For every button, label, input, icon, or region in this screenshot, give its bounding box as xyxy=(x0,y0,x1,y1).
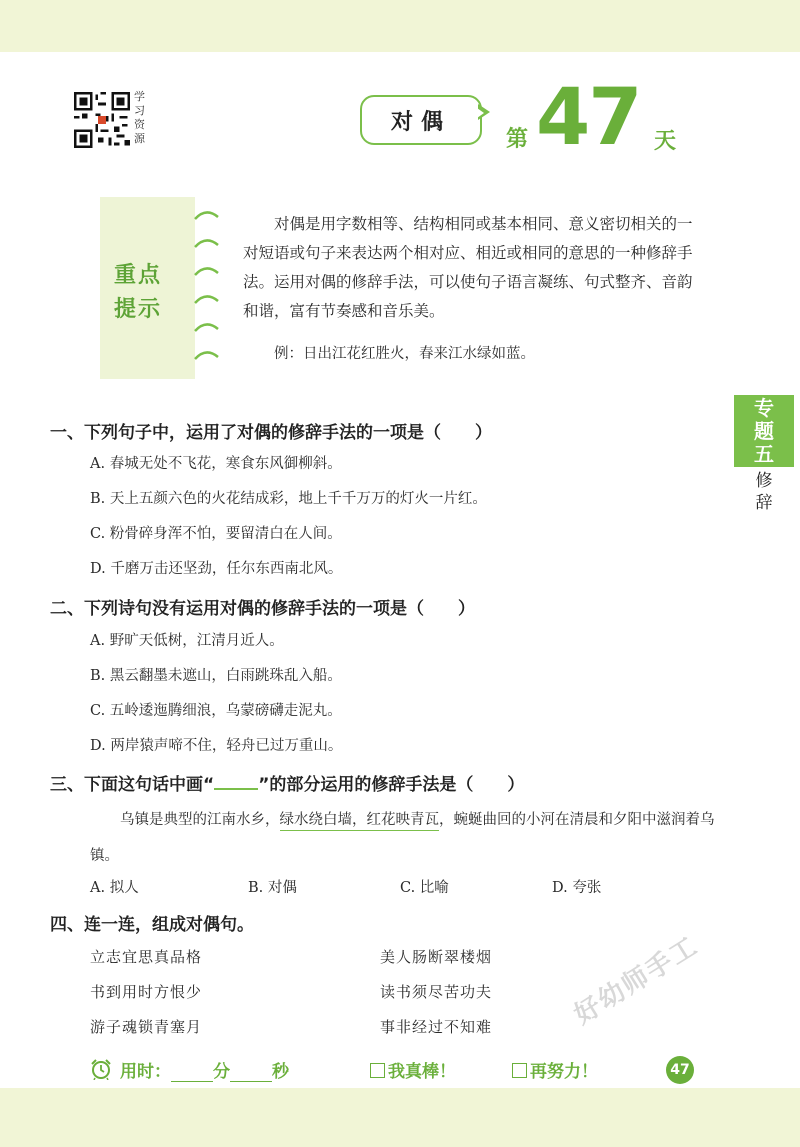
question-3-option[interactable]: D. 夸张 xyxy=(552,880,602,896)
question-1-option[interactable]: B. 天上五颜六色的火花结成彩，地上千千万万的灯火一片红。 xyxy=(90,491,487,507)
qr-label xyxy=(134,90,148,146)
key-point-label-line: 重点 xyxy=(113,262,162,288)
watermark: 好幼师手工 xyxy=(569,930,704,1031)
key-point-example: 例：日出江花红胜火，春来江水绿如蓝。 xyxy=(274,346,535,362)
question-2-option[interactable]: D. 两岸猿声啼不住，轻舟已过万重山。 xyxy=(90,738,343,754)
page-title: 对偶 xyxy=(360,95,482,145)
chapter-tab-char: 专 xyxy=(754,396,774,420)
question-1-option[interactable]: D. 千磨万击还坚劲，任尔东西南北风。 xyxy=(90,561,343,577)
bubble-tail-inner xyxy=(477,108,484,118)
qr-label-char: 源 xyxy=(134,132,145,145)
minute-label: 分 xyxy=(213,1062,230,1082)
try-again-label: 再努力！ xyxy=(530,1062,598,1082)
qr-label-char: 学 xyxy=(134,90,145,103)
match-left-item[interactable]: 立志宜思真品格 xyxy=(90,948,203,966)
question-3-title-post: ”的部分运用的修辞手法是（ ） xyxy=(258,775,525,795)
try-again-checkbox[interactable] xyxy=(512,1063,527,1078)
second-blank[interactable] xyxy=(230,1064,272,1082)
great-label: 我真棒！ xyxy=(388,1062,456,1082)
chapter-tab-char: 五 xyxy=(754,442,774,466)
question-3-option[interactable]: A. 拟人 xyxy=(90,880,139,896)
question-4-title: 四、连一连，组成对偶句。 xyxy=(50,915,254,935)
qr-code-icon[interactable] xyxy=(74,92,130,148)
question-2-title: 二、下列诗句没有运用对偶的修辞手法的一项是（ ） xyxy=(50,599,475,619)
match-right-item[interactable]: 事非经过不知难 xyxy=(380,1018,493,1036)
key-point-label xyxy=(108,258,168,326)
question-3-option[interactable]: B. 对偶 xyxy=(248,880,297,896)
time-label: 用时： xyxy=(120,1062,171,1082)
bottom-band xyxy=(0,1088,800,1147)
underline-sample xyxy=(214,774,258,790)
qr-label-char: 习 xyxy=(134,104,145,117)
question-2-option[interactable]: A. 野旷天低树，江清月近人。 xyxy=(90,633,284,649)
chapter-tab xyxy=(734,395,794,467)
question-3-passage xyxy=(90,802,730,874)
self-eval-great[interactable] xyxy=(370,1057,456,1082)
passage-post: ，蜿蜒曲回的小河在清晨和夕阳中滋润着乌镇。 xyxy=(90,812,715,864)
chapter-subtitle-char: 辞 xyxy=(755,493,773,513)
passage-pre: 乌镇是典型的江南水乡， xyxy=(120,812,280,828)
question-1-option[interactable]: C. 粉骨碎身浑不怕，要留清白在人间。 xyxy=(90,526,342,542)
question-1-option[interactable]: A. 春城无处不飞花，寒食东风御柳斜。 xyxy=(90,456,342,472)
minute-blank[interactable] xyxy=(171,1064,213,1082)
binder-rings-icon xyxy=(192,205,222,380)
top-band xyxy=(0,0,800,52)
question-1-title: 一、下列句子中，运用了对偶的修辞手法的一项是（ ） xyxy=(50,423,492,443)
match-left-item[interactable]: 游子魂锁青塞月 xyxy=(90,1018,203,1036)
qr-label-char: 资 xyxy=(134,118,145,131)
key-point-paragraph: 对偶是用字数相等、结构相同或基本相同、意义密切相关的一对短语或句子来表达两个相对应、相近或相同的意思的一种修辞手法。运用对偶的修辞手法，可以使句子语言凝练、句式整齐、音韵和谐，富有节奏感和音乐美。 xyxy=(243,215,693,320)
passage-underlined: 绿水绕白墙，红花映青瓦 xyxy=(280,812,440,831)
self-eval-try-again[interactable] xyxy=(512,1057,598,1082)
day-number: 47 xyxy=(536,73,641,163)
question-3-title-pre: 三、下面这句话中画“ xyxy=(50,775,215,795)
alarm-clock-icon xyxy=(90,1058,112,1080)
question-3-option[interactable]: C. 比喻 xyxy=(400,880,449,896)
time-record xyxy=(120,1057,289,1082)
chapter-subtitle-char: 修 xyxy=(755,471,773,491)
chapter-subtitle xyxy=(752,470,776,514)
question-2-option[interactable]: C. 五岭逶迤腾细浪，乌蒙磅礴走泥丸。 xyxy=(90,703,342,719)
great-checkbox[interactable] xyxy=(370,1063,385,1078)
day-suffix: 天 xyxy=(654,128,677,154)
question-2-option[interactable]: B. 黑云翻墨未遮山，白雨跳珠乱入船。 xyxy=(90,668,342,684)
question-3-title xyxy=(50,770,524,795)
match-left-item[interactable]: 书到用时方恨少 xyxy=(90,983,203,1001)
chapter-tab-char: 题 xyxy=(754,419,774,443)
match-right-item[interactable]: 美人肠断翠楼烟 xyxy=(380,948,493,966)
day-prefix: 第 xyxy=(506,126,529,152)
second-label: 秒 xyxy=(272,1062,289,1082)
page-number: 47 xyxy=(666,1056,694,1084)
match-right-item[interactable]: 读书须尽苦功夫 xyxy=(380,983,493,1001)
key-point-label-line: 提示 xyxy=(113,296,162,322)
